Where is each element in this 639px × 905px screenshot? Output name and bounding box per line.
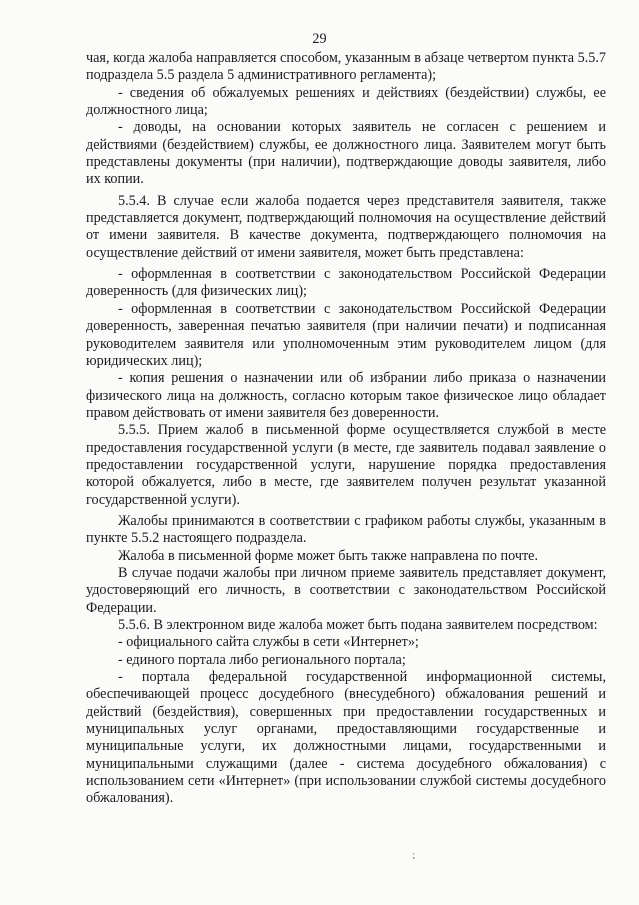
paragraph-list-item: - сведения об обжалуемых решениях и действиях (бездействии) службы, ее должностного лица;	[86, 84, 606, 119]
paragraph: Жалоба в письменной форме может быть также направлена по почте.	[118, 547, 539, 564]
scan-speck: ⁏	[412, 850, 416, 860]
paragraph: В случае подачи жалобы при личном приеме заявитель представляет документ, удостоверяющий его личность, в соответствии с законодательством Российской Федерации.	[86, 564, 606, 616]
paragraph-list-item: - единого портала либо регионального портала;	[118, 651, 406, 668]
paragraph-list-item: - оформленная в соответствии с законодательством Российской Федерации доверенность, заверенная печатью заявителя (при наличии печати) и подписанная руководителем заявителя или уполномоченным этим руководителем лицом (для юридических лиц);	[86, 300, 606, 369]
paragraph-clause-5-5-4: 5.5.4. В случае если жалоба подается через представителя заявителя, также представляется документ, подтверждающий полномочия на осуществление действий от имени заявителя. В качестве документа, подтверждающего полномочия на осуществление действий от имени заявителя, может быть представлена:	[86, 192, 606, 261]
paragraph-list-item: - портала федеральной государственной информационной системы, обеспечивающей процесс досудебного (внесудебного) обжалования решений и действий (бездействия), совершенных при предоставлении государственных и муниципальных услуг органами, предоставляющими государственные и муниципальные услуги, их должностными лицами, государственными и муниципальными служащими (далее - система досудебного обжалования) с использованием сети «Интернет» (при использовании службой системы досудебного обжалования).	[86, 669, 606, 807]
paragraph: Жалобы принимаются в соответствии с графиком работы службы, указанным в пункте 5.5.2 настоящего подраздела.	[86, 512, 606, 547]
paragraph-continuation: чая, когда жалоба направляется способом, указанным в абзаце четвертом пункта 5.5.7 подраздела 5.5 раздела 5 административного регламента);	[86, 50, 606, 84]
page-number: 29	[312, 31, 327, 47]
paragraph-list-item: - копия решения о назначении или об избрании либо приказа о назначении физического лица на должность, согласно которым такое физическое лицо обладает правом действовать от имени заявителя без доверенности.	[86, 370, 606, 421]
paragraph-clause-5-5-5: 5.5.5. Прием жалоб в письменной форме осуществляется службой в месте предоставления государственной услуги (в месте, где заявитель подавал заявление о предоставлении государственной услуги, нарушение порядка предоставления которой обжалуется, либо в месте, где заявителем получен результат указанной государственной услуги).	[86, 422, 606, 508]
paragraph-list-item: - официального сайта службы в сети «Интернет»;	[118, 634, 419, 651]
paragraph-clause-5-5-6: 5.5.6. В электронном виде жалоба может быть подана заявителем посредством:	[118, 617, 598, 633]
paragraph-list-item: - доводы, на основании которых заявитель не согласен с решением и действиями (бездействием) службы, ее должностного лица. Заявителем могут быть представлены документы (при наличии), подтверждающие доводы заявителя, либо их копии.	[86, 119, 606, 188]
paragraph-list-item: - оформленная в соответствии с законодательством Российской Федерации доверенность (для физических лиц);	[86, 266, 606, 300]
document-body	[86, 50, 606, 808]
